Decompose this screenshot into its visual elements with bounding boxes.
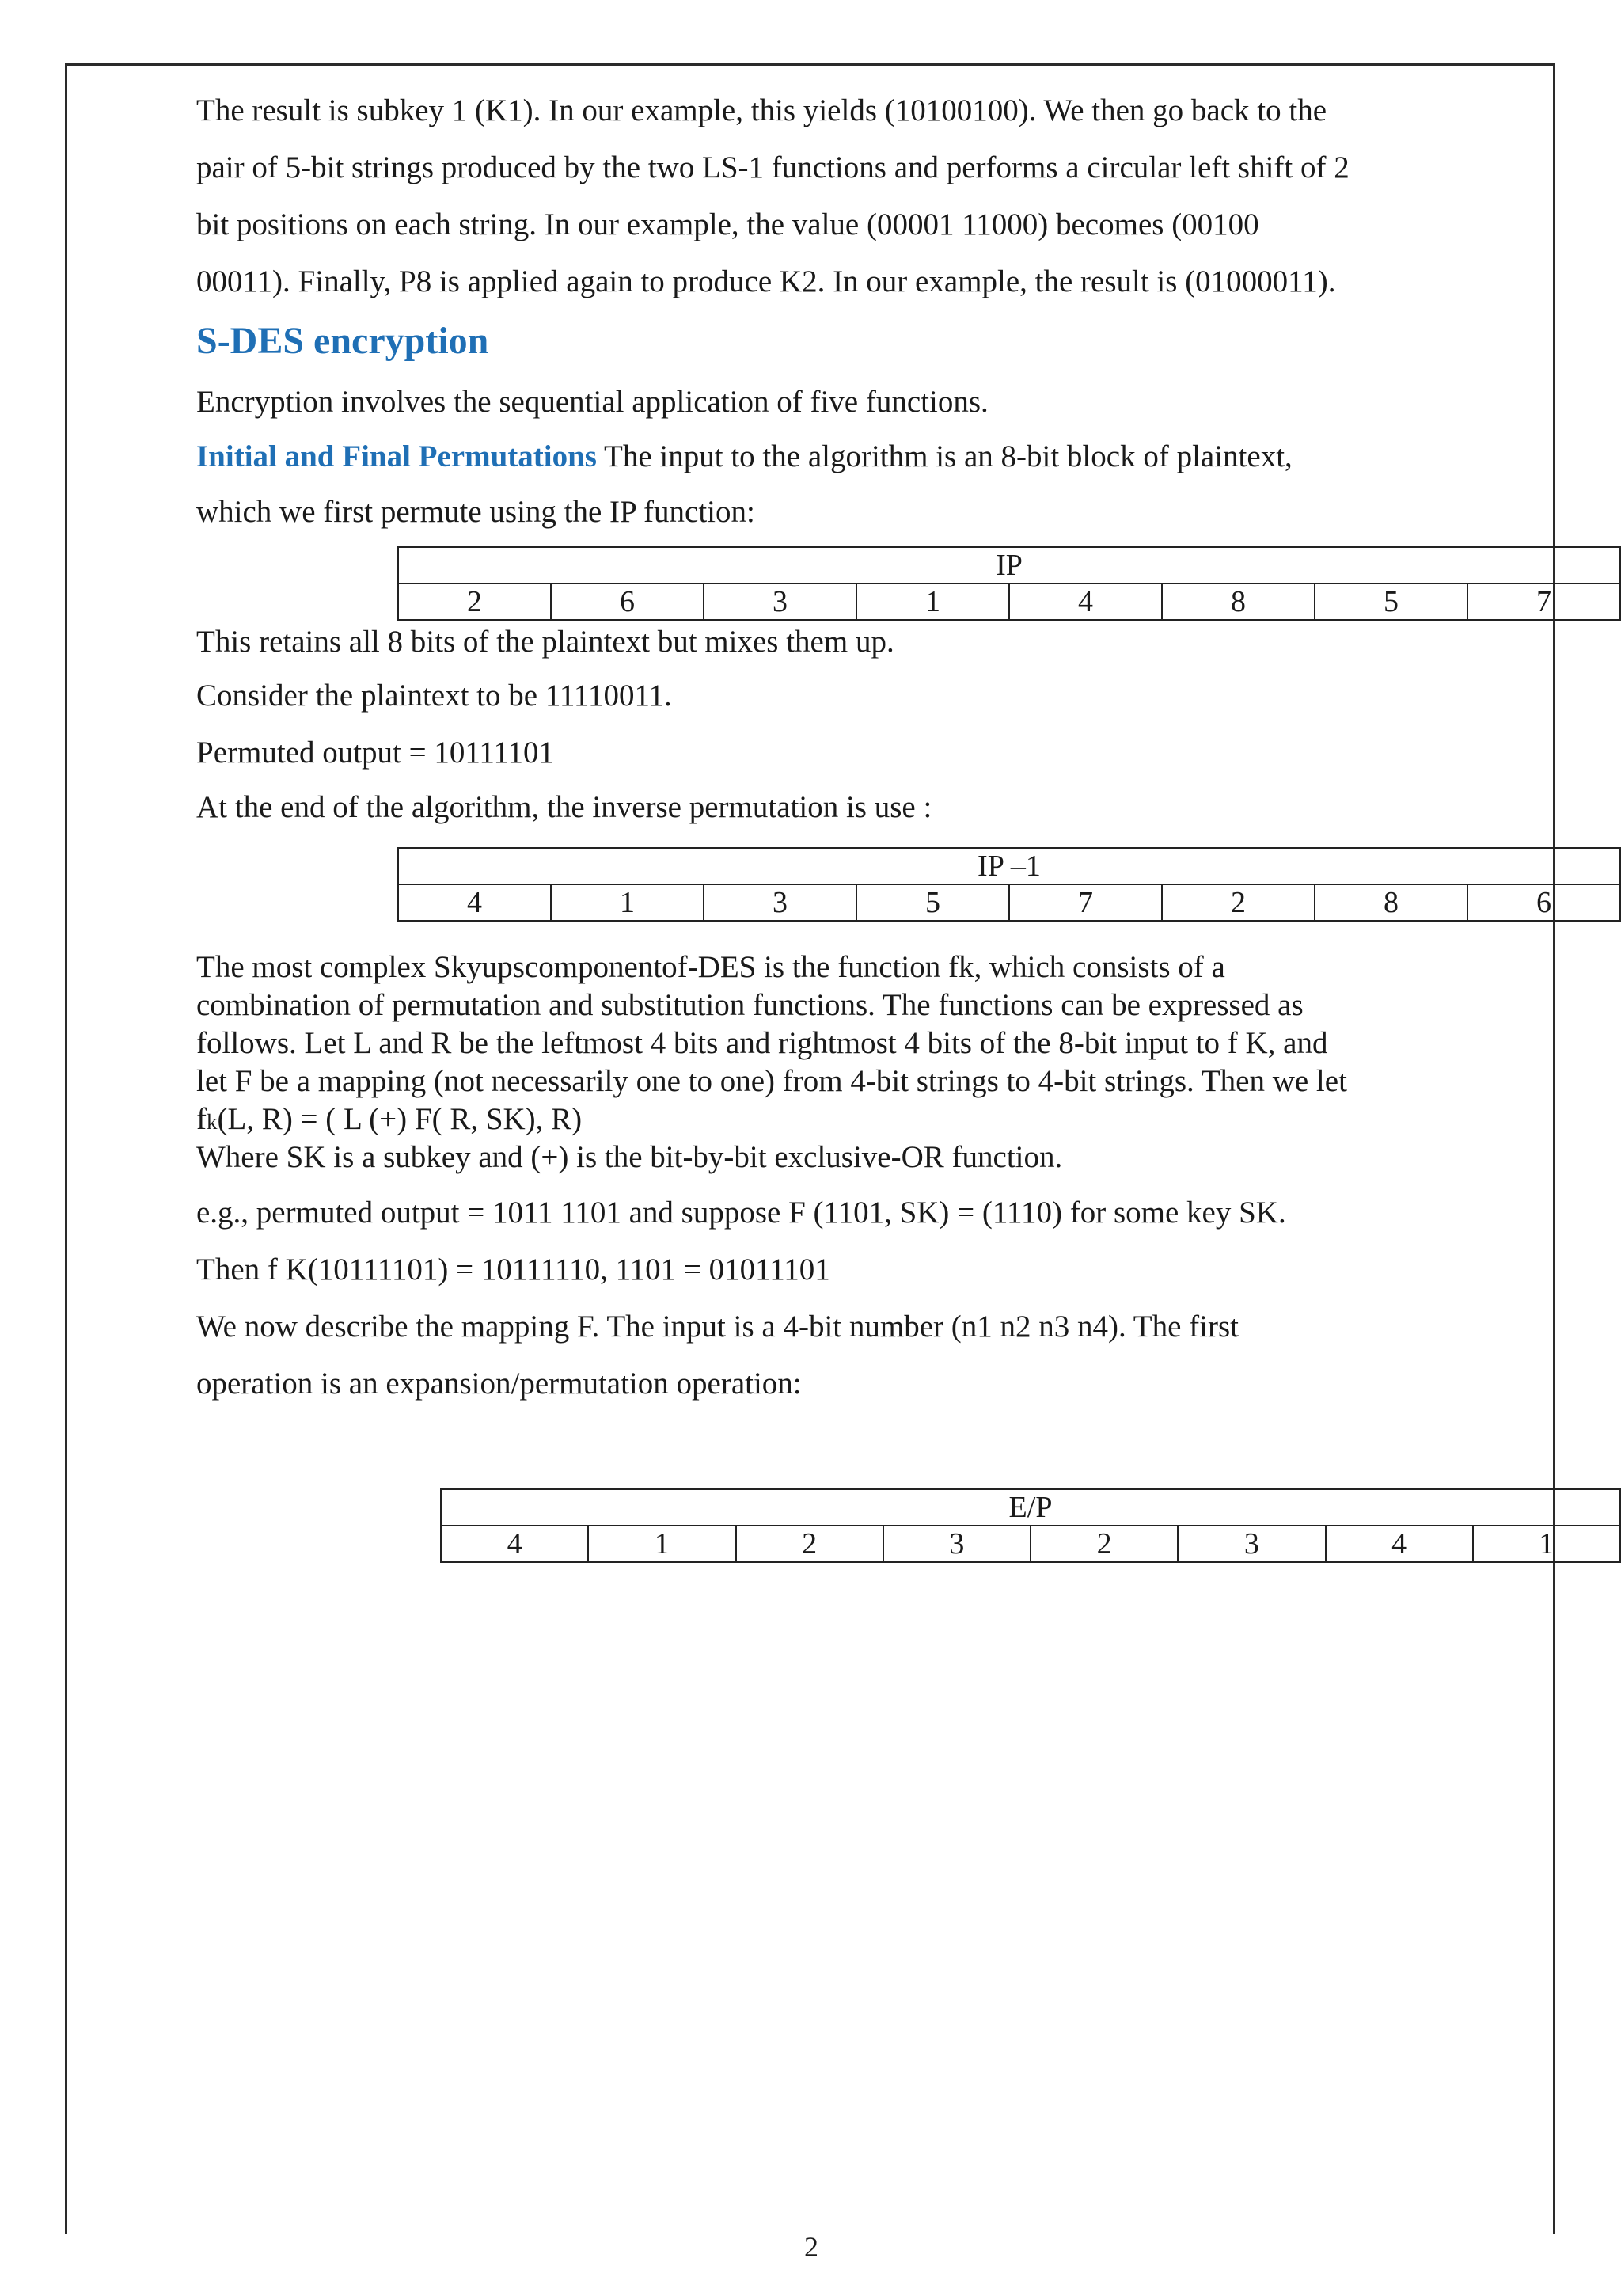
inline-heading: Initial and Final Permutations xyxy=(196,439,597,473)
ip-intro-line2: which we first permute using the IP function: xyxy=(196,495,755,529)
fk-description xyxy=(196,948,1347,1177)
after-ip-line1: This retains all 8 bits of the plaintext but mixes them up. xyxy=(196,625,894,659)
fk-formula xyxy=(196,1100,1347,1138)
after-ip-line4: At the end of the algorithm, the inverse permutation is use : xyxy=(196,790,932,824)
ep-cell: 2 xyxy=(736,1526,883,1562)
ip-cell: 6 xyxy=(551,584,704,620)
ip-cell: 3 xyxy=(704,584,856,620)
example-line3: We now describe the mapping F. The input is a 4-bit number (n1 n2 n3 n4). The first xyxy=(196,1310,1239,1344)
ep-cell: 4 xyxy=(441,1526,588,1562)
ip-inverse-cell: 2 xyxy=(1162,884,1315,921)
ip-cell: 4 xyxy=(1009,584,1162,620)
ip-intro-rest: The input to the algorithm is an 8-bit block of plaintext, xyxy=(596,439,1293,473)
ep-table xyxy=(440,1488,1621,1563)
ep-cell: 1 xyxy=(588,1526,735,1562)
page-number: 2 xyxy=(804,2231,818,2263)
example-line1: e.g., permuted output = 1011 1101 and suppose F (1101, SK) = (1110) for some key SK. xyxy=(196,1196,1286,1230)
fk-f: f xyxy=(196,1102,207,1136)
ip-cell: 7 xyxy=(1467,584,1620,620)
fk-line4: let F be a mapping (not necessarily one to one) from 4-bit strings to 4-bit strings. Then we let xyxy=(196,1064,1347,1098)
page-frame-right xyxy=(1553,63,1555,2234)
ip-cell: 1 xyxy=(856,584,1009,620)
ip-inverse-cell: 5 xyxy=(856,884,1009,921)
page-frame-top xyxy=(65,63,1555,66)
ip-cell: 5 xyxy=(1315,584,1467,620)
example-line4: operation is an expansion/permutation operation: xyxy=(196,1367,802,1401)
ep-cell: 4 xyxy=(1326,1526,1473,1562)
encryption-intro: Encryption involves the sequential application of five functions. xyxy=(196,385,989,419)
page-frame-left xyxy=(65,65,67,2234)
ep-cell: 1 xyxy=(1473,1526,1620,1562)
ip-inverse-table-title: IP –1 xyxy=(398,848,1620,884)
ip-inverse-cell: 3 xyxy=(704,884,856,921)
para1-line3: bit positions on each string. In our example, the value (00001 11000) becomes (00100 xyxy=(196,207,1259,241)
after-ip-line3: Permuted output = 10111101 xyxy=(196,736,555,770)
ep-table-title: E/P xyxy=(441,1489,1620,1526)
fk-line2: combination of permutation and substitution functions. The functions can be expressed as xyxy=(196,988,1304,1022)
ip-cell: 8 xyxy=(1162,584,1315,620)
example-line2: Then f K(10111101) = 10111110, 1101 = 01011101 xyxy=(196,1253,830,1287)
fk-line3: follows. Let L and R be the leftmost 4 bits and rightmost 4 bits of the 8-bit input to f K, and xyxy=(196,1026,1328,1060)
para1-line2: pair of 5-bit strings produced by the two LS-1 functions and performs a circular left shift of 2 xyxy=(196,150,1350,184)
fk-line6: Where SK is a subkey and (+) is the bit-by-bit exclusive-OR function. xyxy=(196,1140,1063,1174)
ep-cell: 3 xyxy=(1178,1526,1325,1562)
after-ip-line2: Consider the plaintext to be 11110011. xyxy=(196,679,672,713)
ip-inverse-cell: 1 xyxy=(551,884,704,921)
fk-line1: The most complex Skyupscomponentof-DES is the function fk, which consists of a xyxy=(196,950,1225,984)
section-heading: S-DES encryption xyxy=(196,320,489,362)
fk-formula-rest: (L, R) = ( L (+) F( R, SK), R) xyxy=(217,1102,583,1136)
ip-inverse-table xyxy=(397,847,1621,922)
ip-table xyxy=(397,546,1621,621)
ip-inverse-cell: 4 xyxy=(398,884,551,921)
ip-inverse-cell: 8 xyxy=(1315,884,1467,921)
ip-inverse-cell: 7 xyxy=(1009,884,1162,921)
ip-intro-line1 xyxy=(196,438,1293,476)
ep-cell: 3 xyxy=(883,1526,1031,1562)
para1-line4: 00011). Finally, P8 is applied again to produce K2. In our example, the result is (01000011). xyxy=(196,264,1336,298)
ep-cell: 2 xyxy=(1031,1526,1178,1562)
para1-line1: The result is subkey 1 (K1). In our example, this yields (10100100). We then go back to the xyxy=(196,93,1327,127)
ip-inverse-cell: 6 xyxy=(1467,884,1620,921)
ip-table-title: IP xyxy=(398,547,1620,584)
ip-cell: 2 xyxy=(398,584,551,620)
fk-subscript: k xyxy=(207,1110,218,1134)
